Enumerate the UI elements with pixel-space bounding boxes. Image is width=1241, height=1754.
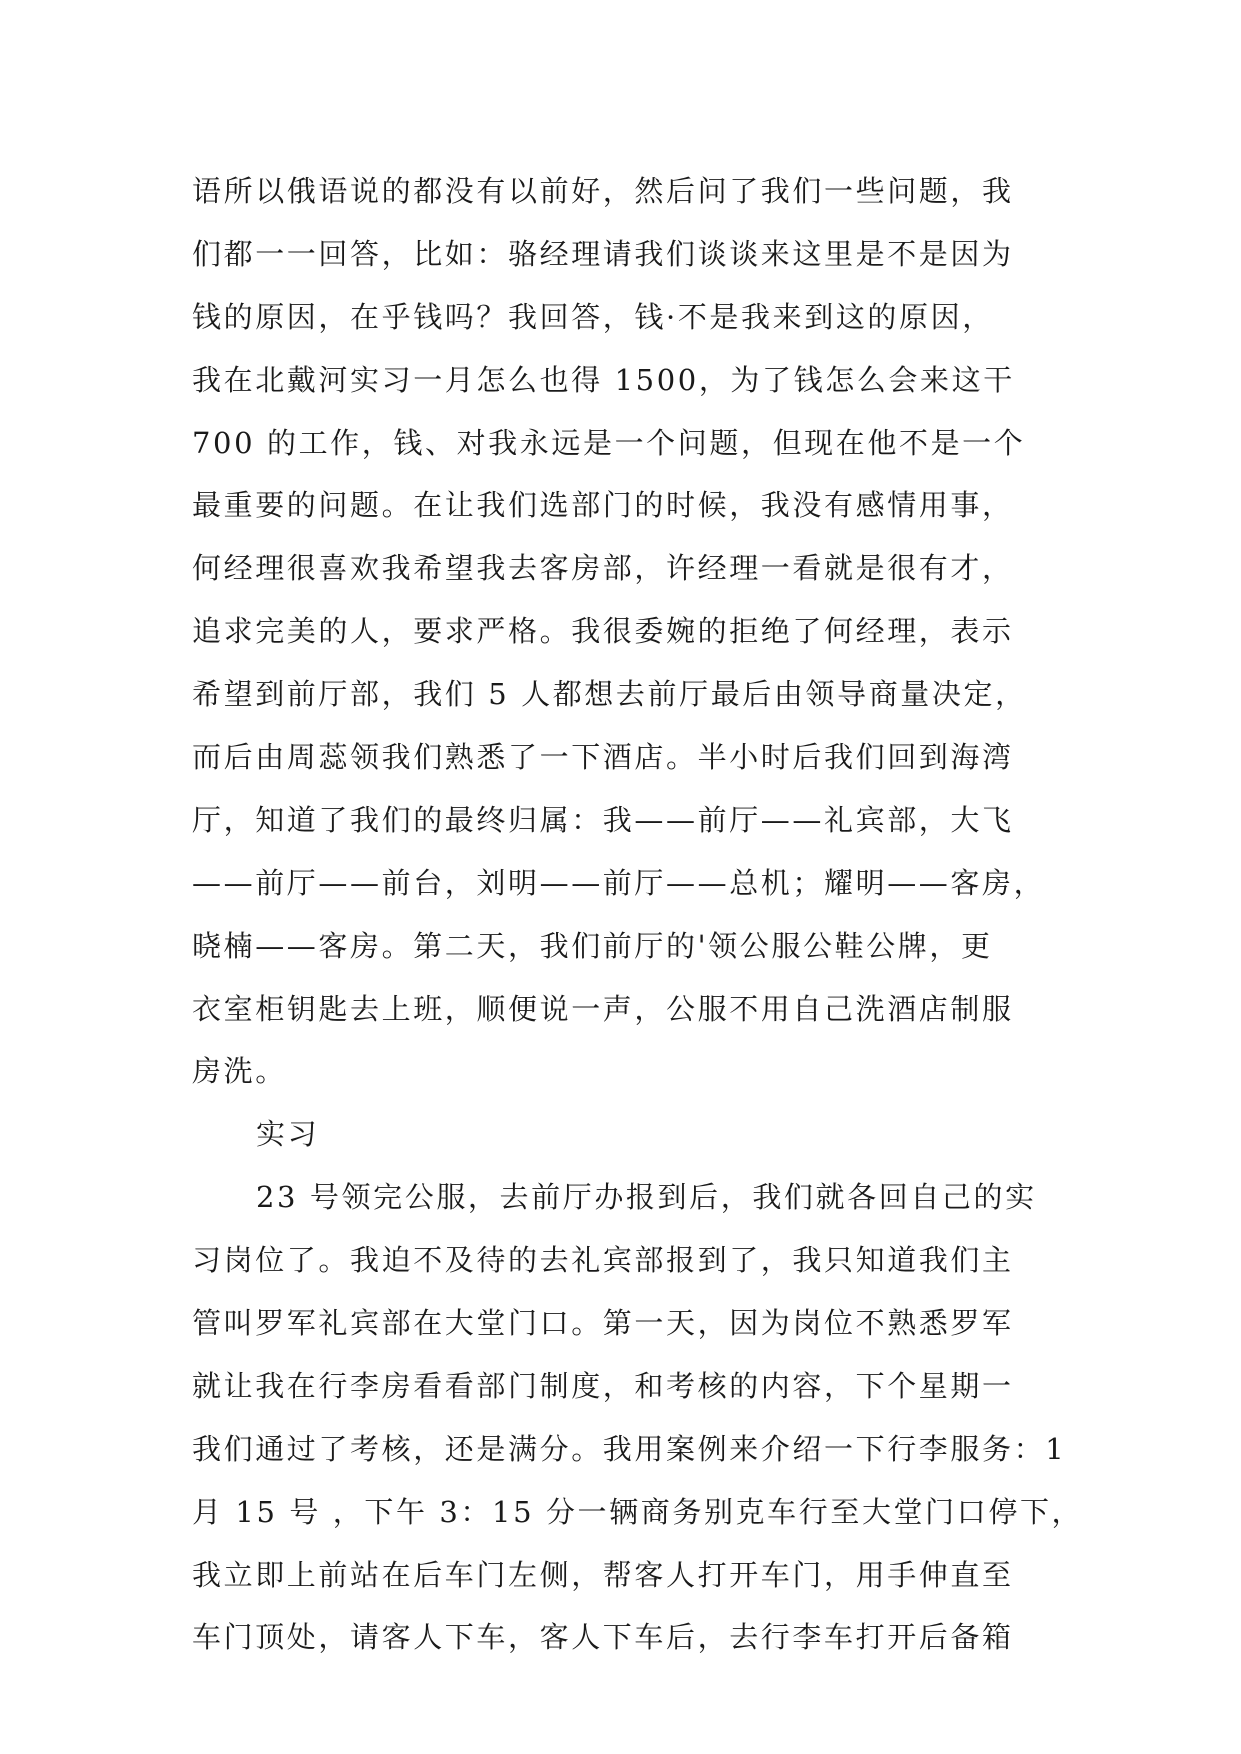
text-line: 最重要的问题。在让我们选部门的时候，我没有感情用事， <box>192 488 1014 523</box>
body-text <box>192 160 1084 1669</box>
text-line: 700 的工作，钱、对我永远是一个问题，但现在他不是一个 <box>192 425 1026 460</box>
text-line: 衣室柜钥匙去上班，顺便说一声，公服不用自己洗酒店制服 <box>192 991 1014 1026</box>
text-line: 希望到前厅部，我们 5 人都想去前厅最后由领导商量决定， <box>192 677 1027 712</box>
text-line: 23 号领完公服，去前厅办报到后，我们就各回自己的实 <box>256 1180 1037 1215</box>
text-line: 语所以俄语说的都没有以前好，然后问了我们一些问题，我 <box>192 174 1014 208</box>
text-line: 们都一一回答，比如：骆经理请我们谈谈来这里是不是因为 <box>192 236 1014 271</box>
text-line: 钱的原因，在乎钱吗？我回答，钱·不是我来到这的原因， <box>192 299 994 334</box>
text-line: 房洗。 <box>192 1054 287 1089</box>
text-line: 何经理很喜欢我希望我去客房部，许经理一看就是很有才， <box>192 551 1014 586</box>
text-line: 车门顶处，请客人下车，客人下车后，去行李车打开后备箱 <box>192 1620 1014 1655</box>
text-line: 而后由周蕊领我们熟悉了一下酒店。半小时后我们回到海湾 <box>192 740 1014 775</box>
text-line: 我立即上前站在后车门左侧，帮客人打开车门，用手伸直至 <box>192 1557 1014 1592</box>
text-line: 我们通过了考核，还是满分。我用案例来介绍一下行李服务：1 <box>192 1431 1067 1466</box>
text-line: 月 15 号 ，下午 3：15 分一辆商务别克车行至大堂门口停下， <box>192 1494 1084 1529</box>
text-line: 追求完美的人，要求严格。我很委婉的拒绝了何经理，表示 <box>192 614 1014 649</box>
text-line: 厅，知道了我们的最终归属：我——前厅——礼宾部，大飞 <box>192 802 1014 837</box>
text-line: ——前厅——前台，刘明——前厅——总机；耀明——客房， <box>192 865 1046 900</box>
text-line: 管叫罗军礼宾部在大堂门口。第一天，因为岗位不熟悉罗军 <box>192 1306 1014 1341</box>
text-line: 我在北戴河实习一月怎么也得 1500，为了钱怎么会来这干 <box>192 362 1015 397</box>
text-line: 就让我在行李房看看部门制度，和考核的内容，下个星期一 <box>192 1368 1014 1403</box>
text-line: 习岗位了。我迫不及待的去礼宾部报到了，我只知道我们主 <box>192 1243 1014 1278</box>
section-heading: 实习 <box>256 1117 320 1152</box>
text-line: 晓楠——客房。第二天，我们前厅的'领公服公鞋公牌，更 <box>192 928 993 963</box>
